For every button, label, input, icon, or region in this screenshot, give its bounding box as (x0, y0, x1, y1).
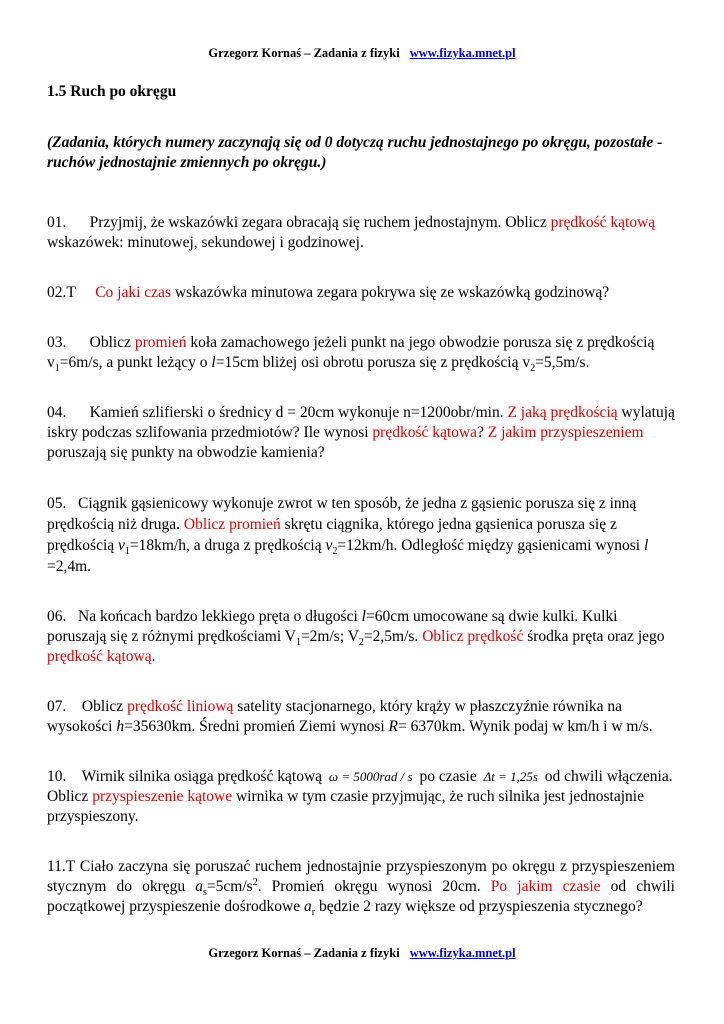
task-text: Na końcach bardzo lekkiego pręta o długości (78, 608, 362, 625)
task-text: skrętu ciągnika, którego jedna gąsienica porusza się z prędkością (47, 516, 617, 554)
subscript: 2 (332, 546, 338, 558)
task-02 (47, 283, 675, 303)
task-text: =5cm/s (206, 878, 253, 895)
task-text: =15cm bliżej osi obrotu porusza się z prędkością v (215, 354, 531, 371)
task-text: Wirnik silnika osiąga prędkość kątową (81, 768, 326, 785)
task-number: 03. (47, 334, 67, 351)
formula-delta-t: Δt = 1,25s (483, 769, 538, 784)
task-04 (47, 403, 675, 463)
task-number: 07. (47, 698, 67, 715)
task-10 (47, 767, 675, 827)
task-text: środka pręta oraz jego (523, 628, 665, 645)
highlight: promień (134, 334, 187, 351)
highlight: Co jaki czas (95, 284, 171, 301)
task-text: po czasie (415, 768, 481, 785)
highlight: przyspieszenie kątowe (92, 788, 233, 805)
symbol: h (116, 718, 125, 735)
task-text: Przyjmij, że wskazówki zegara obracają się ruchem jednostajnym. Oblicz (89, 214, 551, 231)
task-text: satelity stacjonarnego, który krąży w płaszczyźnie równika na wysokości (47, 698, 623, 735)
highlight: Z jaką prędkością (507, 404, 618, 421)
task-text: Oblicz (81, 698, 128, 715)
task-number: 11.T (47, 858, 75, 875)
highlight: Z jakim przyspieszeniem (487, 424, 644, 441)
header-link[interactable]: www.fizyka.mnet.pl (409, 46, 516, 60)
symbol: a (195, 878, 204, 895)
task-text: =5,5m/s. (535, 354, 590, 371)
task-05 (47, 493, 675, 577)
subscript: 1 (124, 546, 130, 558)
task-number: 04. (47, 404, 67, 421)
task-01 (47, 213, 675, 253)
task-text: od chwili włączenia. Oblicz (47, 768, 673, 805)
header-text: Grzegorz Kornaś – Zadania z fizyki (208, 46, 400, 60)
task-text: =2,5m/s. (363, 628, 423, 645)
page-header (0, 46, 724, 61)
task-number: 10. (47, 768, 67, 785)
symbol: l (211, 354, 216, 371)
footer-link[interactable]: www.fizyka.mnet.pl (409, 946, 516, 960)
subscript: 1 (54, 363, 60, 375)
subscript: 2 (358, 637, 364, 649)
task-text: =60cm umocowane są dwie kulki. Kulki poruszają się z różnymi prędkościami V (47, 608, 618, 645)
intro-note: (Zadania, których numery zaczynają się od 0 dotyczą ruchu jednostajnego po okręgu, pozostałe - ruchów jednostajnie zmiennych po okręgu.) (47, 134, 663, 171)
formula-omega: ω = 5000rad / s (328, 769, 413, 784)
task-text: od chwili początkowej przyspieszenie dośrodkowe (47, 878, 675, 915)
task-text: będzie 2 razy większe od przyspieszenia stycznego? (315, 898, 643, 915)
footer-text: Grzegorz Kornaś – Zadania z fizyki (208, 946, 400, 960)
symbol: l (643, 537, 649, 554)
task-07 (47, 697, 675, 737)
task-number: 05. (47, 495, 67, 512)
task-text: poruszają się punkty na obwodzie kamienia? (47, 444, 325, 461)
task-text: . (151, 648, 156, 665)
highlight: Po jakim czasie (490, 878, 601, 895)
symbol: l (361, 608, 366, 625)
task-text: Ciało zaczyna się poruszać ruchem jednostajnie przyspieszonym po okręgu z przyspieszeniem stycznym do okręgu (47, 858, 675, 895)
task-number: 01. (47, 214, 67, 231)
page-footer (0, 946, 724, 961)
task-text: wskazówek: minutowej, sekundowej i godzinowej. (47, 234, 364, 251)
task-number: 02.T (47, 284, 76, 301)
symbol: v (325, 537, 333, 554)
page-content (47, 82, 675, 933)
task-text: =12km/h. Odległość między gąsienicami wynosi (337, 537, 644, 554)
task-text: =2,4m. (47, 558, 92, 575)
subscript: s (203, 887, 207, 899)
symbol: R (388, 718, 399, 735)
symbol: v (118, 537, 125, 554)
task-text: ? (477, 424, 488, 441)
subscript: 2 (530, 363, 536, 375)
symbol: a (303, 898, 312, 915)
highlight: prędkość kątową (47, 648, 152, 665)
task-06 (47, 607, 675, 667)
task-text: =2m/s; V (300, 628, 359, 645)
task-text: Ciągnik gąsienicowy wykonuje zwrot w ten sposób, że jedna z gąsienic porusza się z inną prędkością niż druga. (47, 495, 637, 533)
task-text: wylatują iskry podczas szlifowania przedmiotów? Ile wynosi (47, 404, 675, 441)
highlight: prędkość liniową (127, 698, 234, 715)
task-text: =35630km. Średni promień Ziemi wynosi (124, 718, 389, 735)
task-text: Kamień szlifierski o średnicy d = 20cm wykonuje n=1200obr/min. (89, 404, 508, 421)
highlight: prędkość kątowa (372, 424, 478, 441)
task-text: Oblicz (89, 334, 135, 351)
subscript: 1 (295, 637, 301, 649)
task-03 (47, 333, 675, 373)
subscript: r (311, 907, 316, 919)
highlight: prędkość kątową (550, 214, 656, 231)
highlight: Oblicz promień (183, 516, 281, 533)
task-text: . Promień okręgu wynosi 20cm. (257, 878, 491, 895)
task-text: =18km/h, a druga z prędkością (129, 537, 326, 554)
task-text: =6m/s, a punkt leżący o (59, 354, 212, 371)
task-text: wirnika w tym czasie przyjmując, że ruch silnika jest jednostajnie przyspieszony. (47, 788, 644, 825)
superscript: 2 (252, 876, 258, 888)
task-11 (47, 857, 675, 917)
section-title: 1.5 Ruch po okręgu (47, 83, 177, 100)
task-number: 06. (47, 608, 67, 625)
task-text: koła zamachowego jeżeli punkt na jego obwodzie porusza się z prędkością v (47, 334, 655, 371)
task-text: wskazówka minutowa zegara pokrywa się ze wskazówką godzinową? (170, 284, 610, 301)
task-text: = 6370km. Wynik podaj w km/h i w m/s. (398, 718, 653, 735)
highlight: Oblicz prędkość (422, 628, 524, 645)
